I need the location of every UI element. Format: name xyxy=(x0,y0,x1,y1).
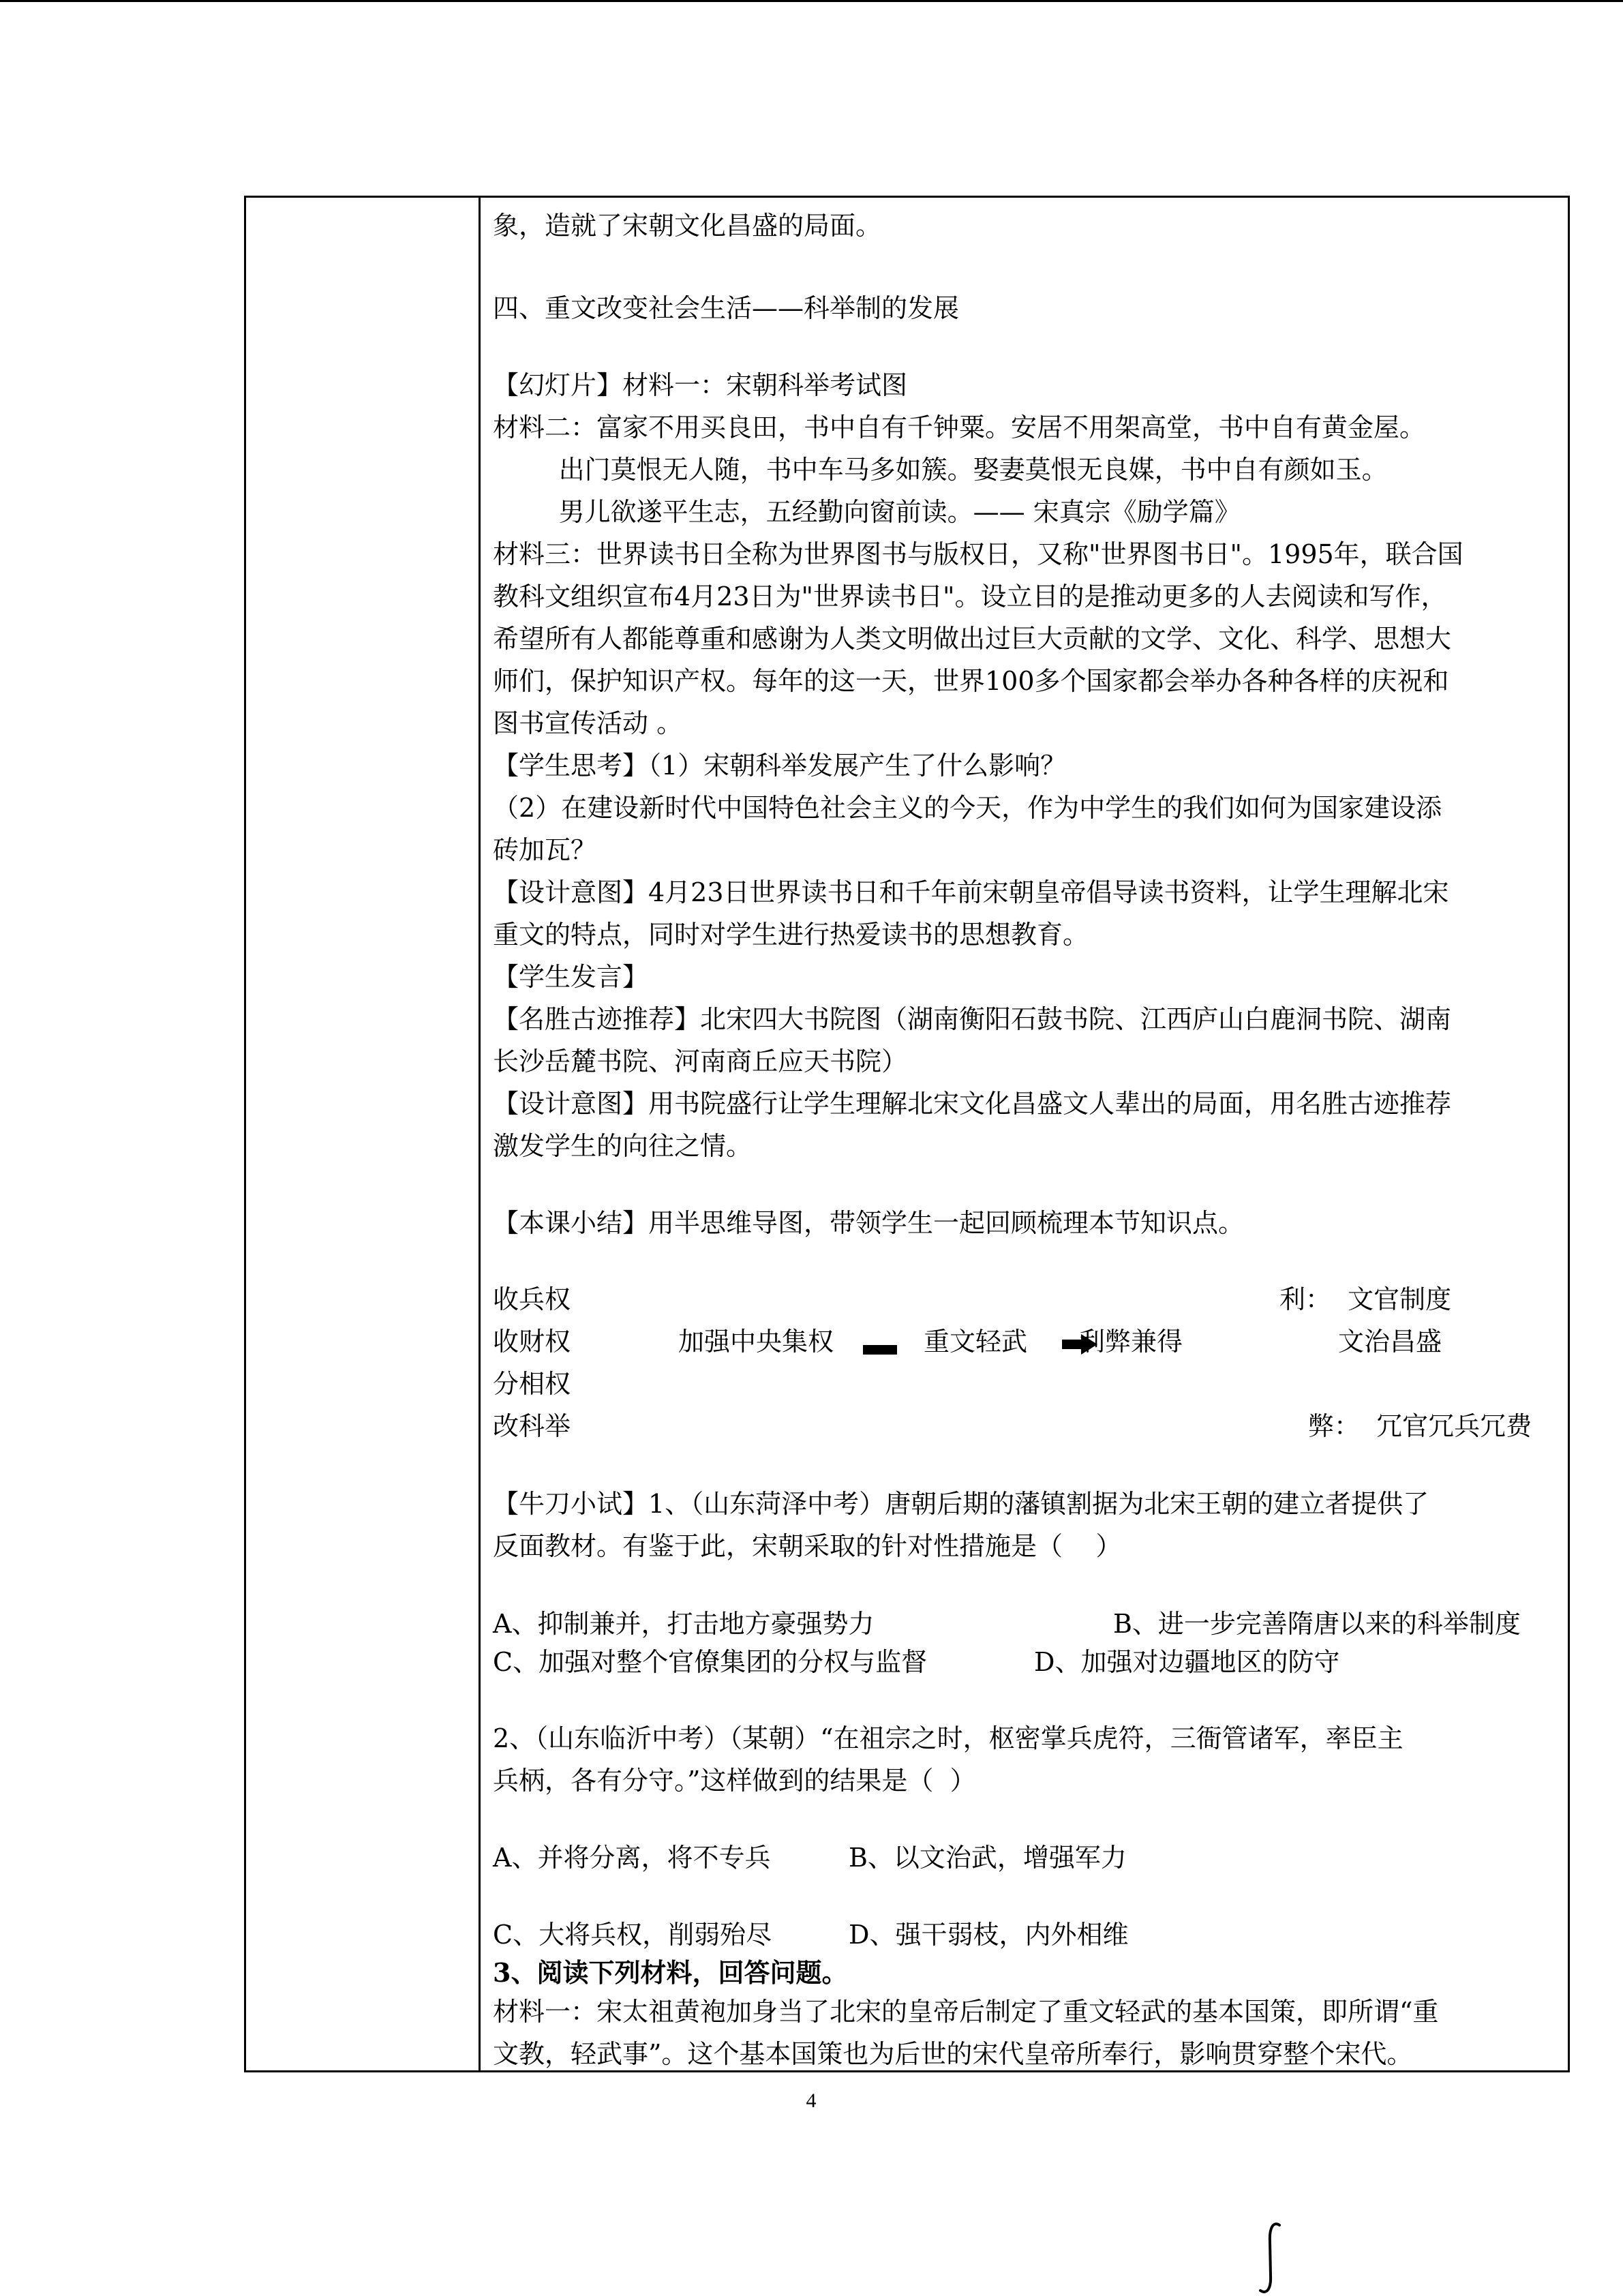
table-column-divider xyxy=(479,198,481,2070)
mindmap-item: 分相权 xyxy=(493,1369,571,1399)
text-line: 激发学生的向往之情。 xyxy=(493,1131,753,1161)
mindmap-item: 收财权 xyxy=(493,1327,571,1357)
option: D、加强对边疆地区的防守 xyxy=(1034,1647,1340,1677)
text-line: 【学生思考】（1）宋朝科举发展产生了什么影响？ xyxy=(493,751,1067,781)
text-line: 2、（山东临沂中考）（某朝）“在祖宗之时，枢密掌兵虎符，三衙管诸军，率臣主 xyxy=(493,1723,1404,1753)
option: D、强干弱枝，内外相维 xyxy=(849,1920,1129,1950)
text-line: （2）在建设新时代中国特色社会主义的今天，作为中学生的我们如何为国家建设添 xyxy=(493,793,1442,823)
integral-sign-icon xyxy=(1257,2221,1284,2296)
mindmap-item: 文治昌盛 xyxy=(1338,1327,1442,1357)
mindmap-item: 弊： 冗官冗兵冗费 xyxy=(1308,1411,1532,1441)
text-line: 希望所有人都能尊重和感谢为人类文明做出过巨大贡献的文学、文化、科学、思想大 xyxy=(493,624,1452,654)
text-line: 【牛刀小试】1、（山东菏泽中考）唐朝后期的藩镇割据为北宋王朝的建立者提供了 xyxy=(493,1489,1429,1519)
text-line: 出门莫恨无人随，书中车马多如簇。娶妻莫恨无良媒，书中自有颜如玉。 xyxy=(493,455,1388,485)
mindmap-item: 改科举 xyxy=(493,1411,571,1441)
section-heading: 四、重文改变社会生活——科举制的发展 xyxy=(493,293,960,323)
text-line: 男儿欲遂平生志，五经勤向窗前读。—— 宋真宗《励学篇》 xyxy=(493,497,1241,527)
page-top-border xyxy=(0,0,1623,2)
text-line: 【设计意图】4月23日世界读书日和千年前宋朝皇帝倡导读书资料，让学生理解北宋 xyxy=(493,877,1449,907)
text-line: 3、阅读下列材料，回答问题。 xyxy=(493,1957,848,1988)
text-line: 师们，保护知识产权。每年的这一天，世界100多个国家都会举办各种各样的庆祝和 xyxy=(493,666,1449,696)
text-line: 长沙岳麓书院、河南商丘应天书院） xyxy=(493,1046,908,1076)
option: B、进一步完善隋唐以来的科举制度 xyxy=(1113,1609,1521,1639)
mindmap-connector xyxy=(863,1345,897,1355)
text-line: 重文的特点，同时对学生进行热爱读书的思想教育。 xyxy=(493,920,1089,950)
mindmap-node: 利弊兼得 xyxy=(1079,1327,1183,1357)
text-line: 材料三：世界读书日全称为世界图书与版权日，又称"世界图书日"。1995年，联合国 xyxy=(493,539,1463,569)
text-line: 【幻灯片】材料一：宋朝科举考试图 xyxy=(493,370,908,400)
text-line: 材料二：富家不用买良田，书中自有千钟粟。安居不用架高堂，书中自有黄金屋。 xyxy=(493,412,1426,442)
text-line: 兵柄，各有分守。”这样做到的结果是（ ） xyxy=(493,1766,976,1796)
mindmap-node: 加强中央集权 xyxy=(678,1327,834,1357)
text-line: 文教，轻武事”。这个基本国策也为后世的宋代皇帝所奉行，影响贯穿整个宋代。 xyxy=(493,2039,1413,2069)
text-line: 【名胜古迹推荐】北宋四大书院图（湖南衡阳石鼓书院、江西庐山白鹿洞书院、湖南 xyxy=(493,1004,1452,1034)
text-line: 象，造就了宋朝文化昌盛的局面。 xyxy=(493,211,882,241)
text-line: 反面教材。有鉴于此，宋朝采取的针对性措施是（ ） xyxy=(493,1531,1122,1561)
text-line: 图书宣传活动 。 xyxy=(493,708,683,738)
lesson-plan-table xyxy=(244,196,1570,2072)
text-line: 【本课小结】用半思维导图，带领学生一起回顾梳理本节知识点。 xyxy=(493,1208,1245,1238)
text-line: 【设计意图】用书院盛行让学生理解北宋文化昌盛文人辈出的局面，用名胜古迹推荐 xyxy=(493,1089,1452,1119)
text-line: 教科文组织宣布4月23日为"世界读书日"。设立目的是推动更多的人去阅读和写作， xyxy=(493,581,1447,611)
text-line: 材料一：宋太祖黄袍加身当了北宋的皇帝后制定了重文轻武的基本国策，即所谓“重 xyxy=(493,1997,1439,2027)
text-line: 砖加瓦？ xyxy=(493,835,597,865)
option: B、以文治武，增强军力 xyxy=(849,1843,1127,1873)
mindmap-item: 利： 文官制度 xyxy=(1279,1284,1452,1314)
option: C、大将兵权，削弱殆尽 xyxy=(493,1920,772,1950)
mindmap-item: 收兵权 xyxy=(493,1284,571,1314)
text-line: 【学生发言】 xyxy=(493,962,649,992)
option: A、抑制兼并，打击地方豪强势力 xyxy=(493,1609,875,1639)
option: A、并将分离，将不专兵 xyxy=(493,1843,771,1873)
page-number: 4 xyxy=(806,2089,817,2112)
mindmap-node: 重文轻武 xyxy=(924,1327,1028,1357)
option: C、加强对整个官僚集团的分权与监督 xyxy=(493,1647,928,1677)
